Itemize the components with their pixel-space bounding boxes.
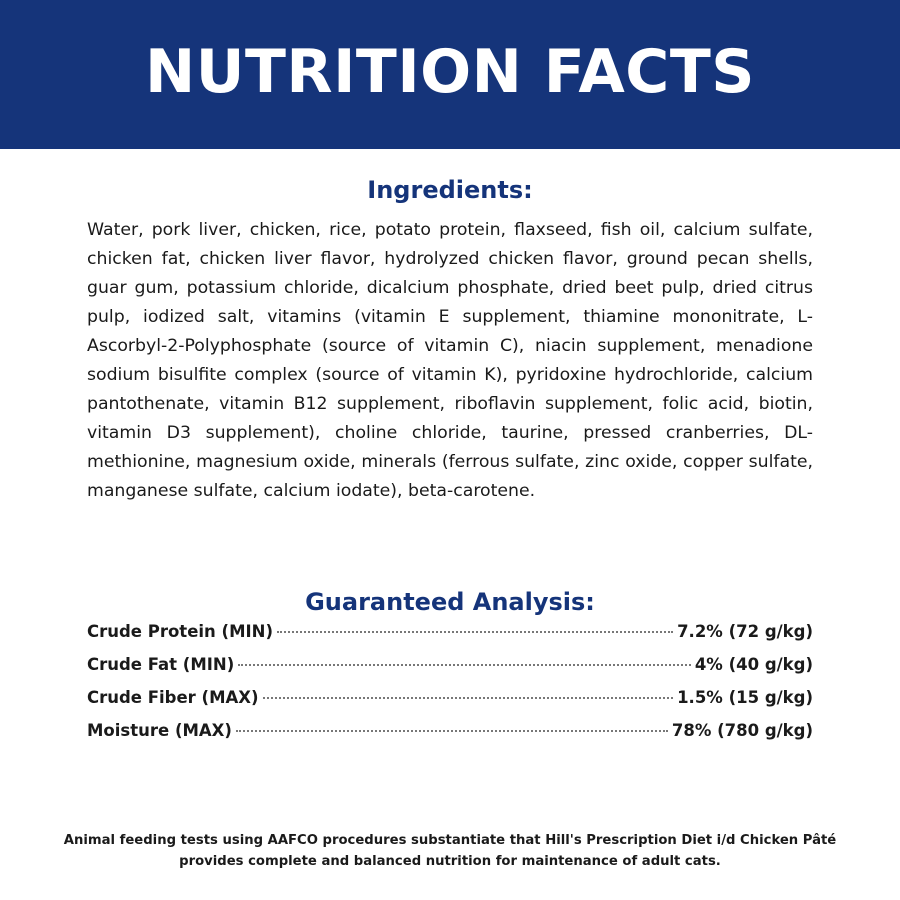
analysis-value: 78% (780 g/kg) bbox=[671, 721, 813, 740]
analysis-row-crude-fat bbox=[87, 655, 813, 688]
analysis-heading: Guaranteed Analysis: bbox=[305, 588, 595, 616]
analysis-row-crude-protein bbox=[87, 622, 813, 655]
dot-leader bbox=[263, 697, 674, 699]
aafco-statement-line-1: Animal feeding tests using AAFCO procedures substantiate that Hill's Prescription Diet i/d Chicken Pâté bbox=[63, 833, 837, 848]
analysis-value: 7.2% (72 g/kg) bbox=[677, 622, 813, 641]
ingredients-text: Water, pork liver, chicken, rice, potato protein, flaxseed, fish oil, calcium sulfate, chicken fat, chicken liver flavor, hydrolyzed chicken flavor, ground pecan shells, guar gum, potassium chloride, dicalcium phosphate, dried beet pulp, dried citrus pulp, iodized salt, vitamins (vitamin E supplement, thiamine mononitrate, L-Ascorbyl-2-Polyphosphate (source of vitamin C), niacin supplement, menadione sodium bisulfite complex (source of vitamin K), pyridoxine hydrochloride, calcium pantothenate, vitamin B12 supplement, riboflavin supplement, folic acid, biotin, vitamin D3 supplement), choline chloride, taurine, pressed cranberries, DL-methionine, magnesium oxide, minerals (ferrous sulfate, zinc oxide, copper sulfate, manganese sulfate, calcium iodate), beta-carotene. bbox=[87, 220, 813, 501]
aafco-statement-line-2: provides complete and balanced nutrition for maintenance of adult cats. bbox=[179, 854, 721, 869]
dot-leader bbox=[277, 631, 673, 633]
analysis-label: Crude Protein (MIN) bbox=[87, 622, 273, 641]
dot-leader bbox=[238, 664, 691, 666]
dot-leader bbox=[236, 730, 668, 732]
guaranteed-analysis-table bbox=[87, 622, 813, 754]
analysis-row-crude-fiber bbox=[87, 688, 813, 721]
analysis-label: Moisture (MAX) bbox=[87, 721, 232, 740]
page-title: NUTRITION FACTS bbox=[145, 36, 755, 107]
header-banner bbox=[0, 0, 900, 149]
aafco-statement bbox=[60, 830, 840, 872]
analysis-label: Crude Fat (MIN) bbox=[87, 655, 235, 674]
ingredients-heading: Ingredients: bbox=[367, 176, 533, 204]
analysis-label: Crude Fiber (MAX) bbox=[87, 688, 259, 707]
analysis-value: 4% (40 g/kg) bbox=[694, 655, 813, 674]
analysis-value: 1.5% (15 g/kg) bbox=[677, 688, 813, 707]
analysis-row-moisture bbox=[87, 721, 813, 754]
